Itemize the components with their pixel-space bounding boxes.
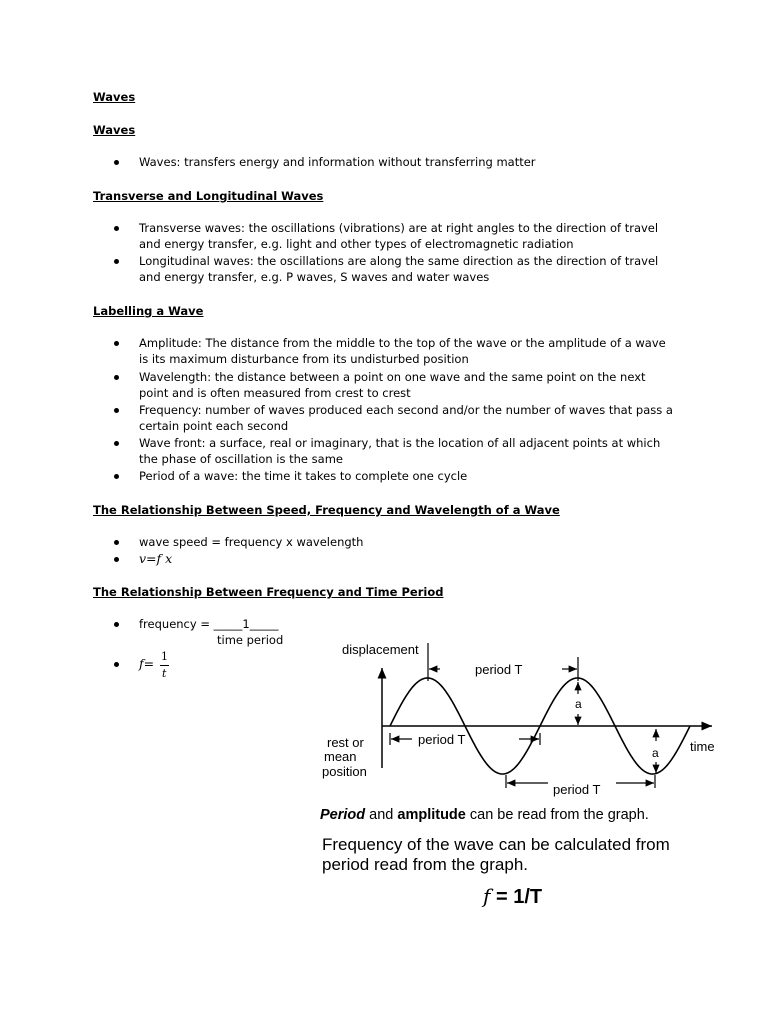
rest-label-line2: mean: [324, 749, 357, 764]
displacement-label: displacement: [342, 642, 419, 657]
amplitude-line1: Amplitude: The distance from the middle to the top of the wave or the amplitude of a wave: [139, 336, 666, 350]
period-frequency-formula: f = 1/T: [483, 884, 543, 908]
amplitude-label-bottom: a: [652, 746, 659, 760]
amplitude-line2: is its maximum disturbance from its undisturbed position: [139, 352, 469, 366]
caption-line2: Frequency of the wave can be calculated from: [322, 835, 670, 854]
page-title: Waves: [93, 90, 136, 104]
transverse-line1: Transverse waves: the oscillations (vibrations) are at right angles to the direction of travel: [139, 221, 659, 235]
rest-label-line1: rest or: [327, 735, 364, 750]
waves-definition: Waves: transfers energy and information without transferring matter: [139, 155, 536, 169]
speed-formula: v=f x: [139, 551, 173, 566]
heading-waves: Waves: [93, 123, 136, 137]
frequency-formula-denominator: t: [162, 667, 167, 680]
wavefront-line1: Wave front: a surface, real or imaginary, that is the location of all adjacent points at which: [139, 436, 661, 450]
longitudinal-line2: and energy transfer, e.g. P waves, S waves and water waves: [139, 270, 490, 284]
caption-line1: Period and amplitude can be read from the graph.: [320, 807, 649, 823]
transverse-line2: and energy transfer, e.g. light and other types of electromagnetic radiation: [139, 237, 574, 251]
period-label-bottom: period T: [553, 782, 601, 797]
heading-speed-relationship: The Relationship Between Speed, Frequency and Wavelength of a Wave: [93, 503, 560, 517]
heading-frequency-period: The Relationship Between Frequency and Time Period: [93, 585, 444, 599]
frequency-line1: Frequency: number of waves produced each second and/or the number of waves that pass a: [139, 403, 673, 417]
frequency-fraction-numerator: frequency = _____1_____: [139, 617, 279, 631]
frequency-line2: certain point each second: [139, 419, 289, 433]
heading-transverse-longitudinal: Transverse and Longitudinal Waves: [93, 189, 324, 203]
time-label: time: [690, 739, 715, 754]
heading-labelling-wave: Labelling a Wave: [93, 304, 204, 318]
caption-line3: period read from the graph.: [322, 855, 529, 874]
wave-speed-equation: wave speed = frequency x wavelength: [139, 535, 364, 549]
rest-label-line3: position: [322, 764, 367, 779]
amplitude-label-top: a: [575, 697, 582, 711]
wavelength-line1: Wavelength: the distance between a point on one wave and the same point on the next: [139, 370, 646, 384]
frequency-fraction-denominator: time period: [217, 633, 284, 647]
frequency-formula-lhs: f=: [139, 656, 155, 671]
frequency-formula-numerator: 1: [161, 650, 168, 663]
period-label-top: period T: [475, 662, 523, 677]
period-definition: Period of a wave: the time it takes to complete one cycle: [139, 469, 468, 483]
longitudinal-line1: Longitudinal waves: the oscillations are along the same direction as the direction of travel: [139, 254, 659, 268]
wavelength-line2: point and is often measured from crest to crest: [139, 386, 411, 400]
wavefront-line2: the phase of oscillation is the same: [139, 452, 343, 466]
period-label-mid: period T: [418, 732, 466, 747]
